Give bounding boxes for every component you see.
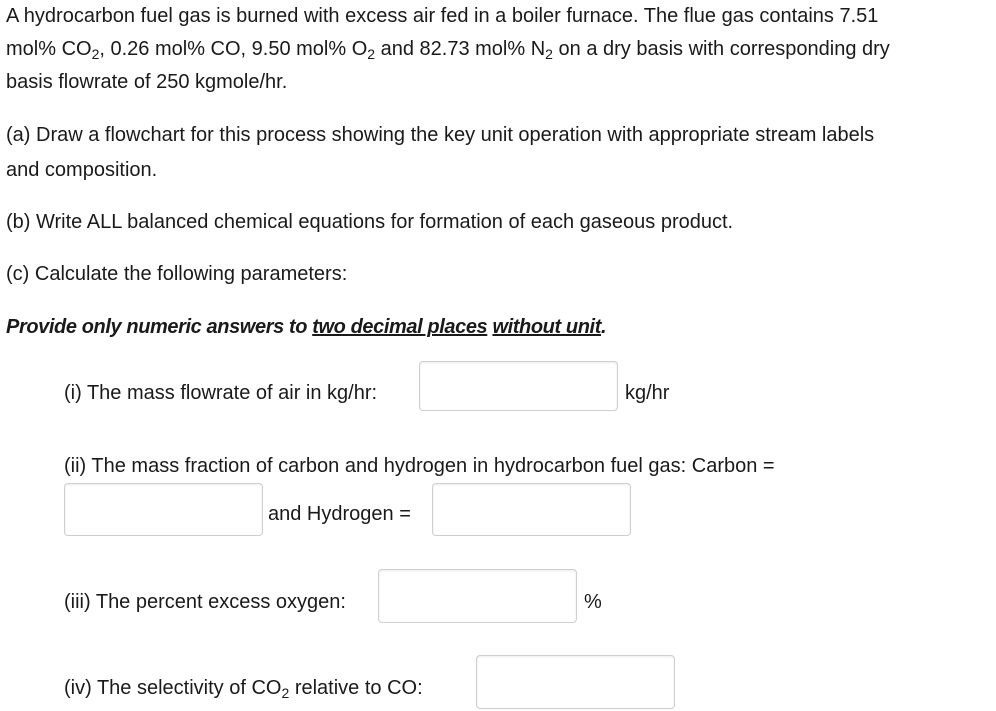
q1-label: (i) The mass flowrate of air in kg/hr: [64, 382, 378, 404]
intro-line-3: basis flowrate of 250 kgmole/hr. [6, 71, 288, 93]
q3-label: (iii) The percent excess oxygen: [64, 591, 346, 613]
intro-line-1: A hydrocarbon fuel gas is burned with excess air fed in a boiler furnace. The flue gas contains 7.51 [6, 5, 879, 27]
part-a-line-1: (a) Draw a flowchart for this process showing the key unit operation with appropriate stream labels [6, 124, 875, 146]
q2-carbon-fraction-input[interactable] [64, 483, 263, 536]
q2-label: (ii) The mass fraction of carbon and hydrogen in hydrocarbon fuel gas: Carbon = [64, 455, 775, 477]
part-b: (b) Write ALL balanced chemical equations for formation of each gaseous product. [6, 211, 734, 233]
q1-unit: kg/hr [625, 382, 670, 404]
part-a-line-2: and composition. [6, 159, 158, 181]
q3-unit: % [584, 591, 602, 613]
q4-selectivity-input[interactable] [476, 655, 675, 709]
q3-excess-oxygen-input[interactable] [378, 569, 577, 623]
part-c: (c) Calculate the following parameters: [6, 263, 348, 285]
q2-hydrogen-label: and Hydrogen = [268, 503, 411, 525]
answer-instruction: Provide only numeric answers to two decimal places without unit. [6, 316, 607, 338]
q1-air-mass-flow-input[interactable] [419, 361, 618, 411]
q4-label: (iv) The selectivity of $CO_2$ relative to CO: [64, 677, 423, 702]
q2-hydrogen-fraction-input[interactable] [432, 483, 631, 536]
intro-line-2: mol% $CO_2$, 0.26 mol% CO, 9.50 mol% $O_2$ and 82.73 mol% $N_2$ on a dry basis with corresponding dry [6, 38, 890, 63]
